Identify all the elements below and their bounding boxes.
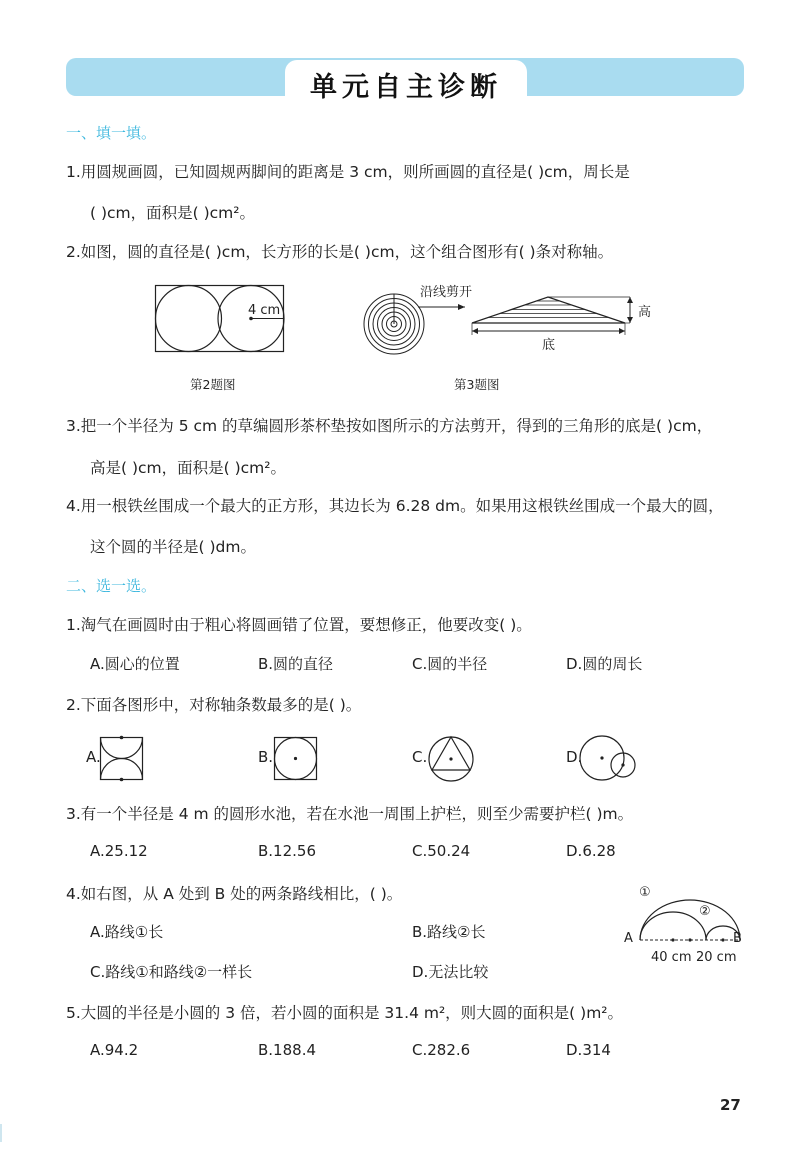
fig3-cut-label: 沿线剪开 [420, 285, 473, 300]
choice-q4-figure-route-semicircles [640, 900, 740, 942]
choice-q1-option-a[interactable]: A.圆心的位置 [90, 655, 180, 673]
section-heading-choice: 二、选一选。 [66, 577, 157, 595]
q4-fig-len1: 40 cm [651, 950, 692, 965]
choice-q2-figure-d-two-circles [580, 735, 640, 785]
fig3-base-label: 底 [542, 338, 556, 353]
choice-q4-option-a[interactable]: A.路线①长 [90, 923, 164, 941]
choice-q5-option-c[interactable]: C.282.6 [412, 1041, 471, 1059]
q4-fig-point-b: B [733, 931, 742, 946]
q4-fig-point-a: A [624, 931, 633, 946]
section-heading-fill: 一、填一填。 [66, 124, 157, 142]
choice-q5-text: 5.大圆的半径是小圆的 3 倍，若小圆的面积是 31.4 m²，则大圆的面积是( )m²。 [66, 1004, 624, 1022]
fig3-height-label: 高 [638, 305, 652, 320]
choice-q3-option-b[interactable]: B.12.56 [258, 842, 317, 860]
choice-q3-option-a[interactable]: A.25.12 [90, 842, 148, 860]
page-number: 27 [720, 1096, 741, 1114]
q4-fig-len2: 20 cm [696, 950, 737, 965]
page-title: 单元自主诊断 [285, 60, 527, 108]
choice-q3-option-c[interactable]: C.50.24 [412, 842, 471, 860]
choice-q1-option-c[interactable]: C.圆的半径 [412, 655, 488, 673]
choice-q1-option-d[interactable]: D.圆的周长 [566, 655, 643, 673]
fill-q1-line1: 1.用圆规画圆，已知圆规两脚间的距离是 3 cm，则所画圆的直径是( )cm，周长是 [66, 163, 630, 181]
choice-q4-option-d[interactable]: D.无法比较 [412, 963, 489, 981]
choice-q5-option-a[interactable]: A.94.2 [90, 1041, 139, 1059]
choice-q2-option-c[interactable]: C. [412, 748, 428, 766]
fill-q3-line1: 3.把一个半径为 5 cm 的草编圆形茶杯垫按如图所示的方法剪开，得到的三角形的底是( )cm， [66, 417, 713, 435]
choice-q1-option-b[interactable]: B.圆的直径 [258, 655, 334, 673]
choice-q2-figure-c-triangle-in-circle [428, 736, 474, 782]
binding-edge-mark [0, 1124, 2, 1142]
choice-q2-option-a[interactable]: A. [86, 748, 101, 766]
fill-q3-line2: 高是( )cm，面积是( )cm²。 [90, 459, 286, 477]
q4-fig-route1-label: ① [639, 885, 651, 900]
choice-q5-option-b[interactable]: B.188.4 [258, 1041, 317, 1059]
figure-q3-coaster-to-triangle [360, 285, 660, 355]
q4-fig-route2-label: ② [699, 904, 711, 919]
fill-q2-line1: 2.如图，圆的直径是( )cm，长方形的长是( )cm，这个组合图形有( )条对称轴。 [66, 243, 614, 261]
choice-q4-text: 4.如右图，从 A 处到 B 处的两条路线相比，( )。 [66, 885, 403, 903]
figure-q2-circles-in-rectangle [155, 285, 285, 355]
choice-q5-option-d[interactable]: D.314 [566, 1041, 611, 1059]
choice-q2-figure-b-circle-in-square [274, 737, 318, 781]
fill-q4-line1: 4.用一根铁丝围成一个最大的正方形，其边长为 6.28 dm。如果用这根铁丝围成一个最大的圆， [66, 497, 724, 515]
fill-q1-line2: ( )cm，面积是( )cm²。 [90, 204, 255, 222]
choice-q4-option-b[interactable]: B.路线②长 [412, 923, 486, 941]
choice-q3-option-d[interactable]: D.6.28 [566, 842, 616, 860]
fig2-caption: 第2题图 [190, 377, 236, 392]
fill-q4-line2: 这个圆的半径是( )dm。 [90, 538, 256, 556]
fig2-radius-label: 4 cm [248, 303, 281, 318]
choice-q2-text: 2.下面各图形中，对称轴条数最多的是( )。 [66, 696, 362, 714]
choice-q3-text: 3.有一个半径是 4 m 的圆形水池，若在水池一周围上护栏，则至少需要护栏( )m。 [66, 805, 634, 823]
choice-q1-text: 1.淘气在画圆时由于粗心将圆画错了位置，要想修正，他要改变( )。 [66, 616, 532, 634]
choice-q2-option-d[interactable]: D. [566, 748, 583, 766]
choice-q2-option-b[interactable]: B. [258, 748, 274, 766]
choice-q2-figure-a-square-semicircles [100, 737, 144, 781]
choice-q4-option-c[interactable]: C.路线①和路线②一样长 [90, 963, 253, 981]
fig3-caption: 第3题图 [454, 377, 500, 392]
